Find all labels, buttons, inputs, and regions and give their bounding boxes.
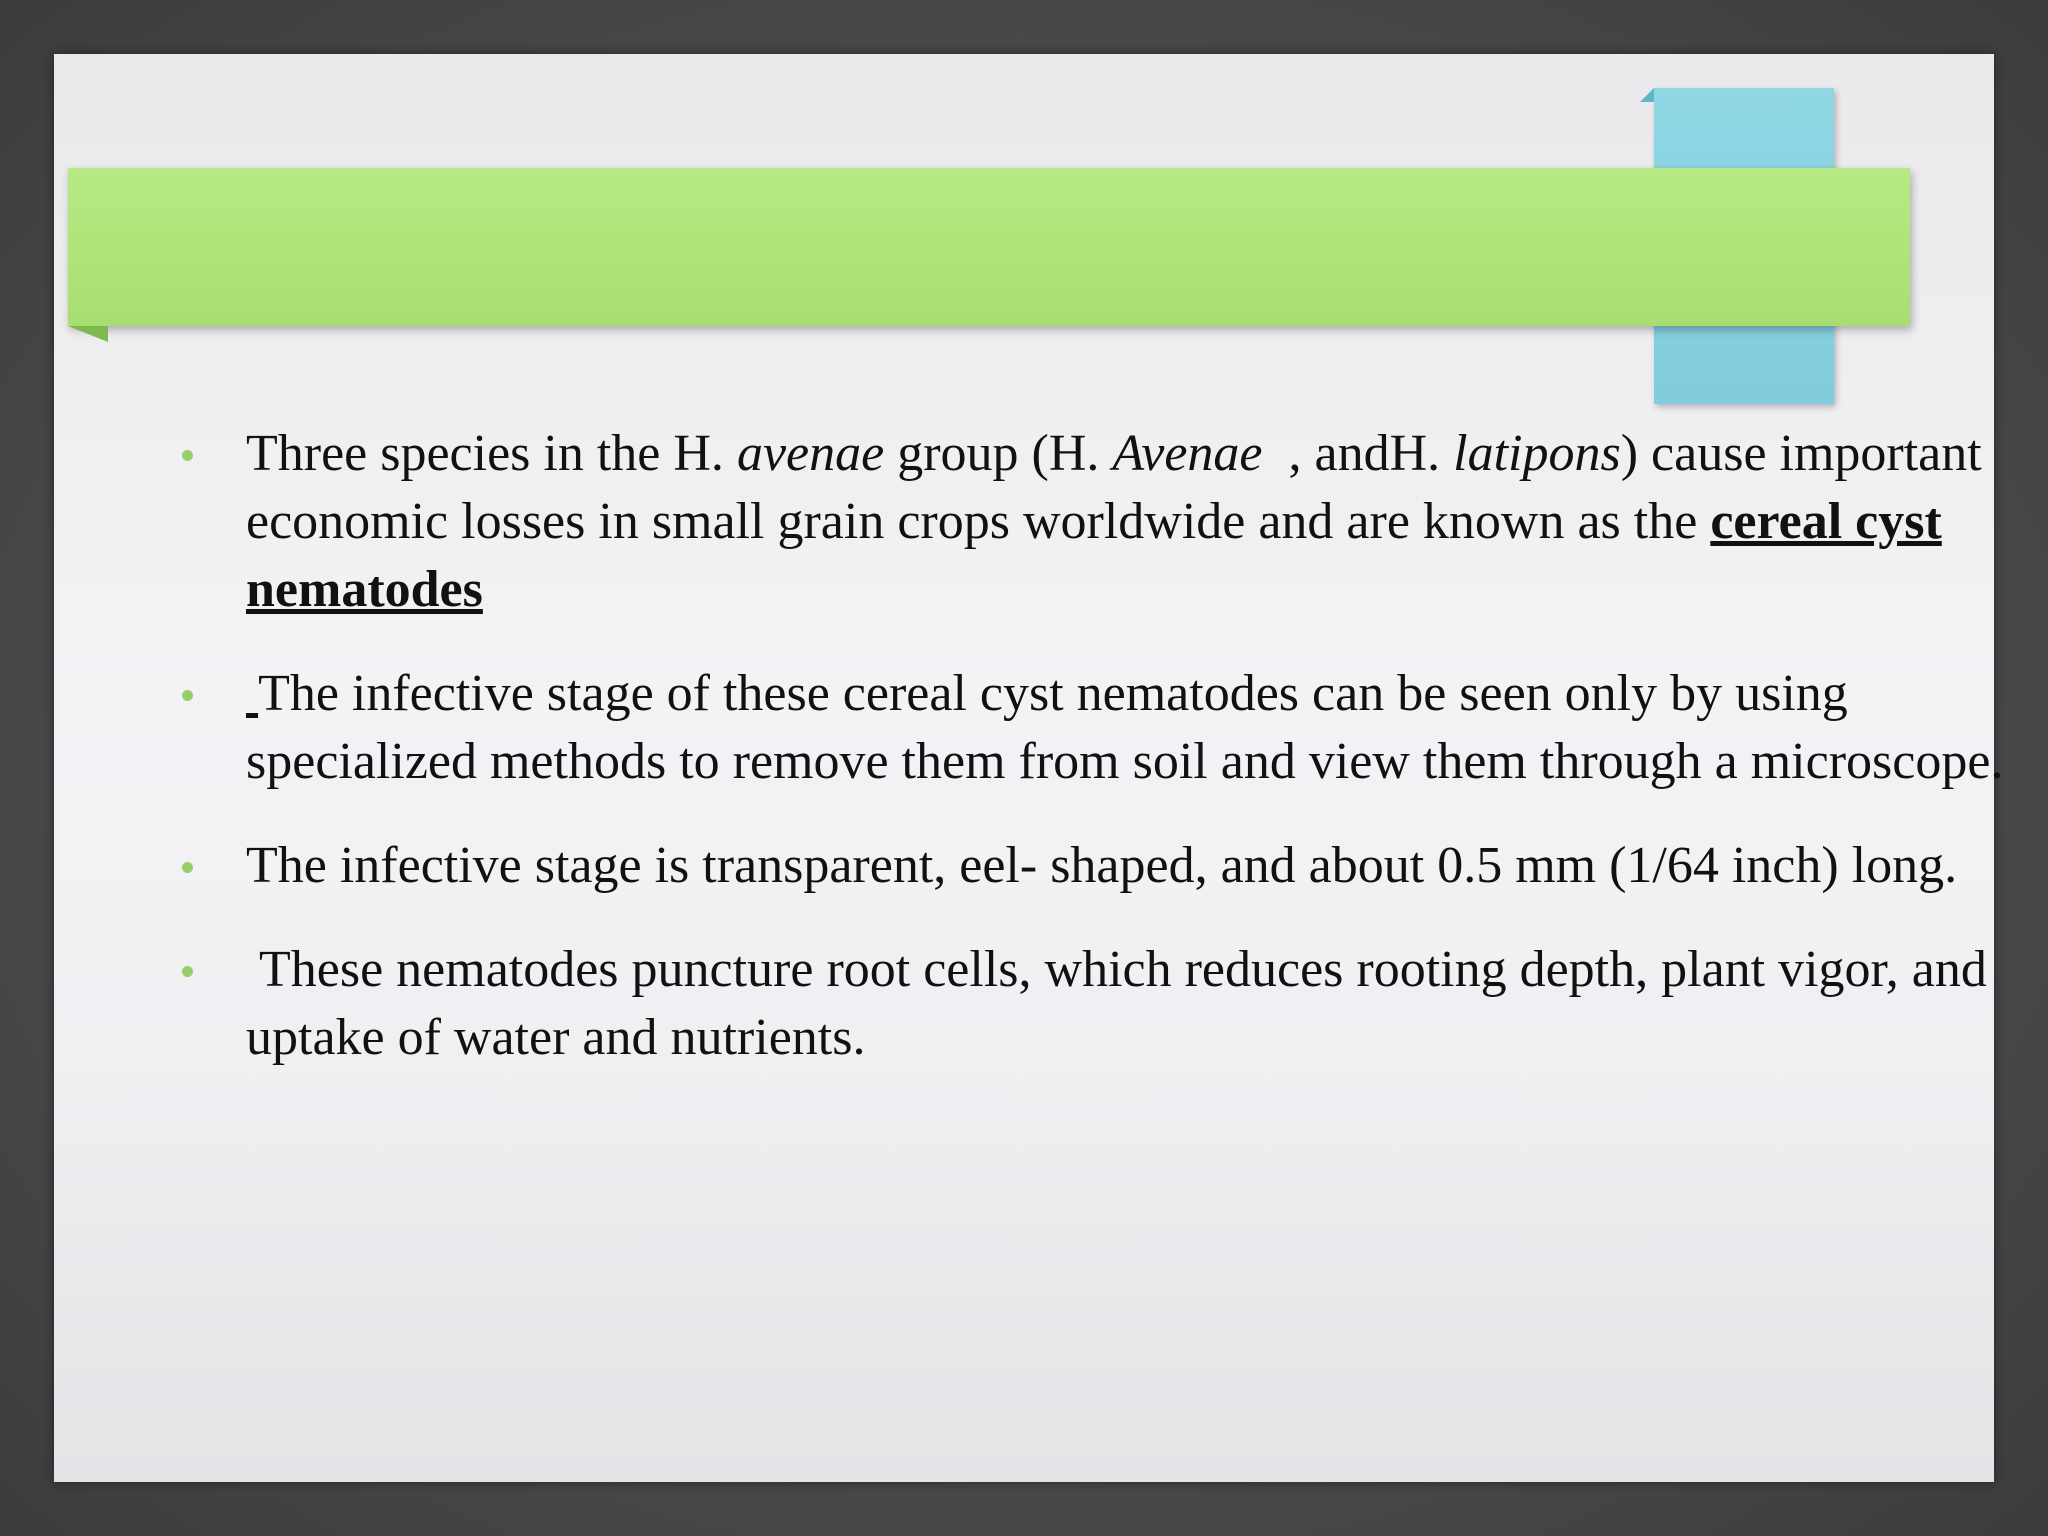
bullet-dot-icon — [182, 450, 193, 461]
bullet-1-italic-latipons: latipons — [1453, 425, 1621, 482]
slide — [54, 54, 2004, 1482]
bullet-list — [174, 420, 2014, 1108]
bullet-2-text: The infective stage of these cereal cyst nematodes can be seen only by using specialized methods to remove them from soil and view them through a microscope. — [246, 665, 2004, 790]
title-banner — [68, 168, 1910, 326]
bullet-1-italic-avenae: avenae — [736, 425, 885, 482]
bullet-1-emphasis: cereal cyst nematodes — [246, 493, 1942, 618]
bullet-2-underlined-space — [246, 665, 258, 722]
bullet-item-4 — [174, 936, 2014, 1072]
bullet-4-text: These nematodes puncture root cells, which reduces rooting depth, plant vigor, and uptake of water and nutrients. — [246, 941, 2000, 1066]
bullet-dot-icon — [182, 862, 193, 873]
bullet-1-italic-Avenae: Avenae — [1112, 425, 1263, 482]
bullet-1-part-3: group (H. — [884, 425, 1113, 482]
bullet-item-1 — [174, 420, 2014, 624]
bullet-1-part-7: ) cause important economic losses in small grain crops worldwide and are known as the — [246, 425, 1982, 550]
bullet-1-part-5: , andH. — [1262, 425, 1454, 482]
bullet-1-part-1: Three species in the H. — [246, 425, 737, 482]
bullet-item-3 — [174, 832, 2014, 900]
bullet-3-text: The infective stage is transparent, eel- shaped, and about 0.5 mm (1/64 inch) long. — [246, 837, 1958, 894]
bullet-dot-icon — [182, 690, 193, 701]
bullet-item-2 — [174, 660, 2014, 796]
bullet-dot-icon — [182, 966, 193, 977]
